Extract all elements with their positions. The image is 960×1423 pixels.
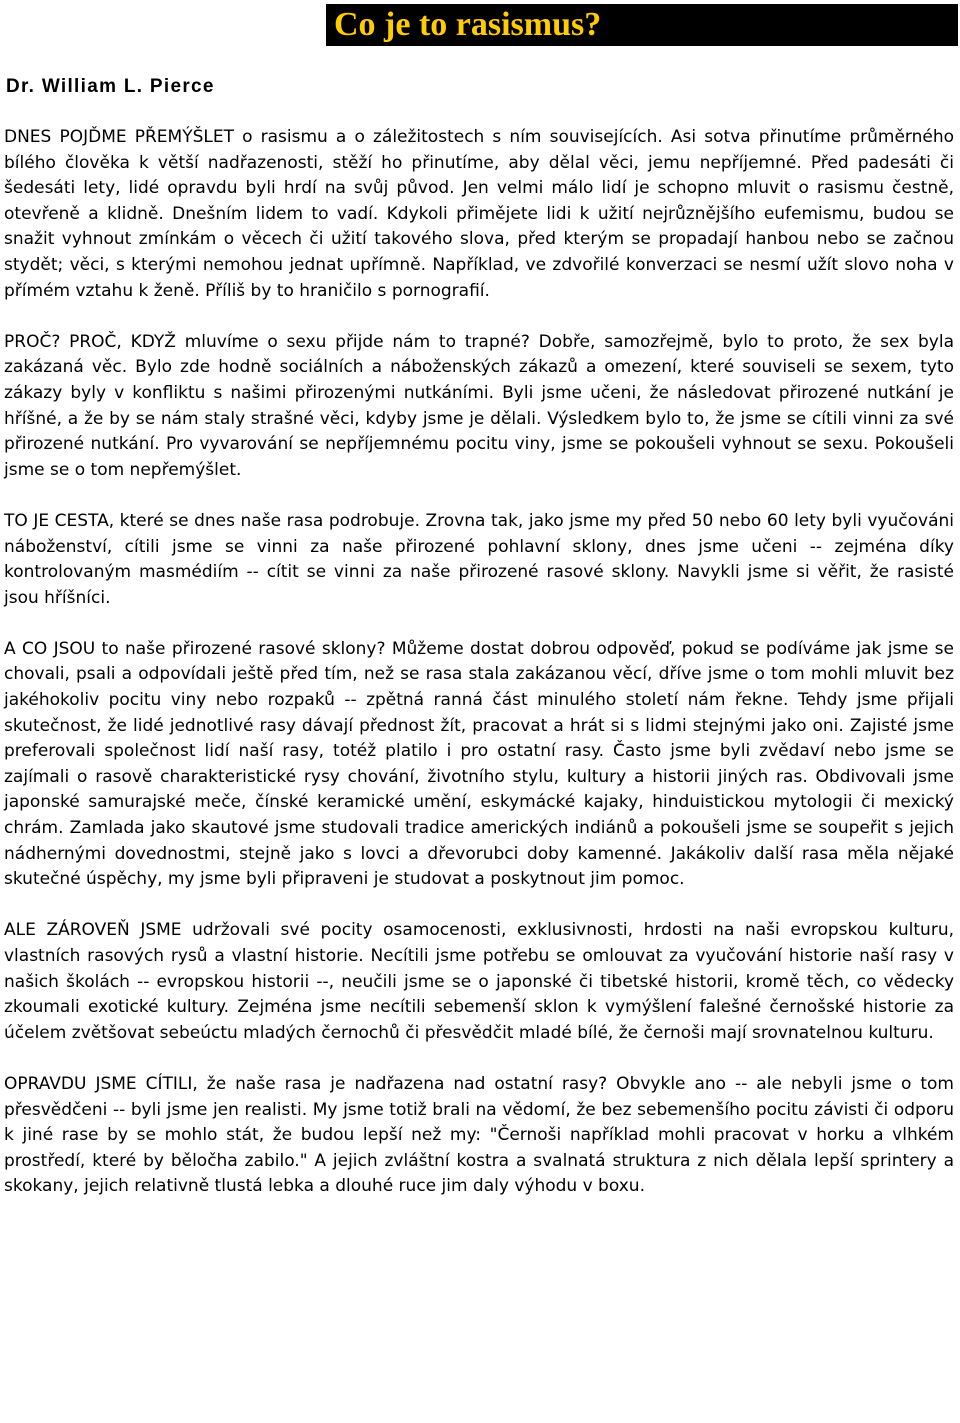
paragraph-2: PROČ? PROČ, KDYŽ mluvíme o sexu přijde nám to trapné? Dobře, samozřejmě, bylo to proto, že sex byla zakázaná věc. Bylo zde hodně sociálních a náboženských zákazů a omezení, které souviseli se sexem, tyto zákazy byly v konfliktu s našimi přirozenými nutkáními. Byli jsme učeni, že následovat přirozené nutkání je hříšné, a že by se nám staly strašné věci, kdyby jsme je dělali. Výsledkem bylo to, že jsme se cítili vinni za své přirozené nutkání. Pro vyvarování se nepříjemnému pocitu viny, jsme se pokoušeli vyhnout se sexu. Pokoušeli jsme se o tom nepřemýšlet. <box>4 331 954 480</box>
title-banner <box>326 4 958 46</box>
page-title: Co je to rasismus? <box>334 6 602 43</box>
paragraph-3: TO JE CESTA, které se dnes naše rasa podrobuje. Zrovna tak, jako jsme my před 50 nebo 60 lety byli vyučováni náboženství, cítili jsme se vinni za naše přirozené pohlavní sklony, dnes jsme učeni -- zejména díky kontrolovaným masmédiím -- cítit se vinni za naše přirozené rasové sklony. Navykli jsme si věřit, že rasisté jsou hříšníci. <box>4 510 954 608</box>
paragraph-1: DNES POJĎME PŘEMÝŠLET o rasismu a o záležitostech s ním souvisejících. Asi sotva přinutíme průměrného bílého člověka k větší nadřazenosti, stěží ho přinutíme, aby dělal věci, jemu nepříjemné. Před padesáti či šedesáti lety, lidé opravdu byli hrdí na svůj původ. Jen velmi málo lidí je schopno mluvit o rasismu čestně, otevřeně a klidně. Dnešním lidem to vadí. Kdykoli přimějete lidi k užití nejrůznějšího eufemismu, budou se snažit vyhnout zmínkám o věcech či užití takového slova, před kterým se propadají hanbou nebo se začnou stydět; věci, s kterými nemohou jednat upřímně. Například, ve zdvořilé konverzaci se nesmí užít slovo noha v přímém vztahu k ženě. Příliš by to hraničilo s pornografií. <box>4 127 954 301</box>
author-byline: Dr. William L. Pierce <box>6 76 215 97</box>
article-body <box>4 125 954 1200</box>
paragraph-6: OPRAVDU JSME CÍTILI, že naše rasa je nadřazena nad ostatní rasy? Obvykle ano -- ale nebyli jsme o tom přesvědčeni -- byli jsme jen realisti. My jsme totiž brali na vědomí, že bez sebemenšího pocitu závisti či odporu k jiné rase by se mohlo stát, že budou lepší než my: "Černoši například mohli pracovat v horku a vlhkém prostředí, které by běločha zabilo." A jejich zvláštní kostra a svalnatá struktura z nich dělala lepší sprintery a skokany, jejich relativně tlustá lebka a dlouhé ruce jim daly výhodu v boxu. <box>4 1073 954 1197</box>
paragraph-5: ALE ZÁROVEŇ JSME udržovali své pocity osamocenosti, exklusivnosti, hrdosti na naši evropskou kulturu, vlastních rasových rysů a vlastní historie. Necítili jsme potřebu se omlouvat za vyučování historie naší rasy v našich školách -- evropskou historii --, neučili jsme se o japonské či tibetské historii, kromě těch, co vědecky zkoumali exotické kultury. Zejména jsme necítili sebemenší sklon k vymýšlení falešné černošské historie za účelem zvětšovat sebeúctu mladých černochů či přesvědčit mladé bílé, že černoši mají srovnatelnou kulturu. <box>4 920 954 1043</box>
paragraph-4: A CO JSOU to naše přirozené rasové sklony? Můžeme dostat dobrou odpověď, pokud se podíváme jak jsme se chovali, psali a odpovídali ještě před tím, než se rasa stala zakázanou věcí, dříve jsme o tom mohli mluvit bez jakéhokoliv pocitu viny nebo rozpaků -- zpětná ranná část minulého století nám řekne. Tehdy jsme přijali skutečnost, že lidé jednotlivé rasy dávají přednost žít, pracovat a hrát si s lidmi stejnými jako oni. Zajisté jsme preferovali společnost lidí naší rasy, totéž platilo i pro ostatní rasy. Často jsme byli zvědaví nebo jsme se zajímali o rasově charakteristické rysy chování, životního stylu, kultury a historii jiných ras. Obdivovali jsme japonské samurajské meče, čínské keramické umění, eskymácké kajaky, hinduistickou mytologii či mexický chrám. Zamlada jako skautové jsme studovali tradice amerických indiánů a pokoušeli jsme se soupeřit s jejich nádhernými dovednostmi, stejně jako s lovci a dřevorubci doby kamenné. Jakákoliv další rasa měla nějaké skutečné úspěchy, my jsme byli připraveni je studovat a poskytnout jim pomoc. <box>4 638 954 890</box>
